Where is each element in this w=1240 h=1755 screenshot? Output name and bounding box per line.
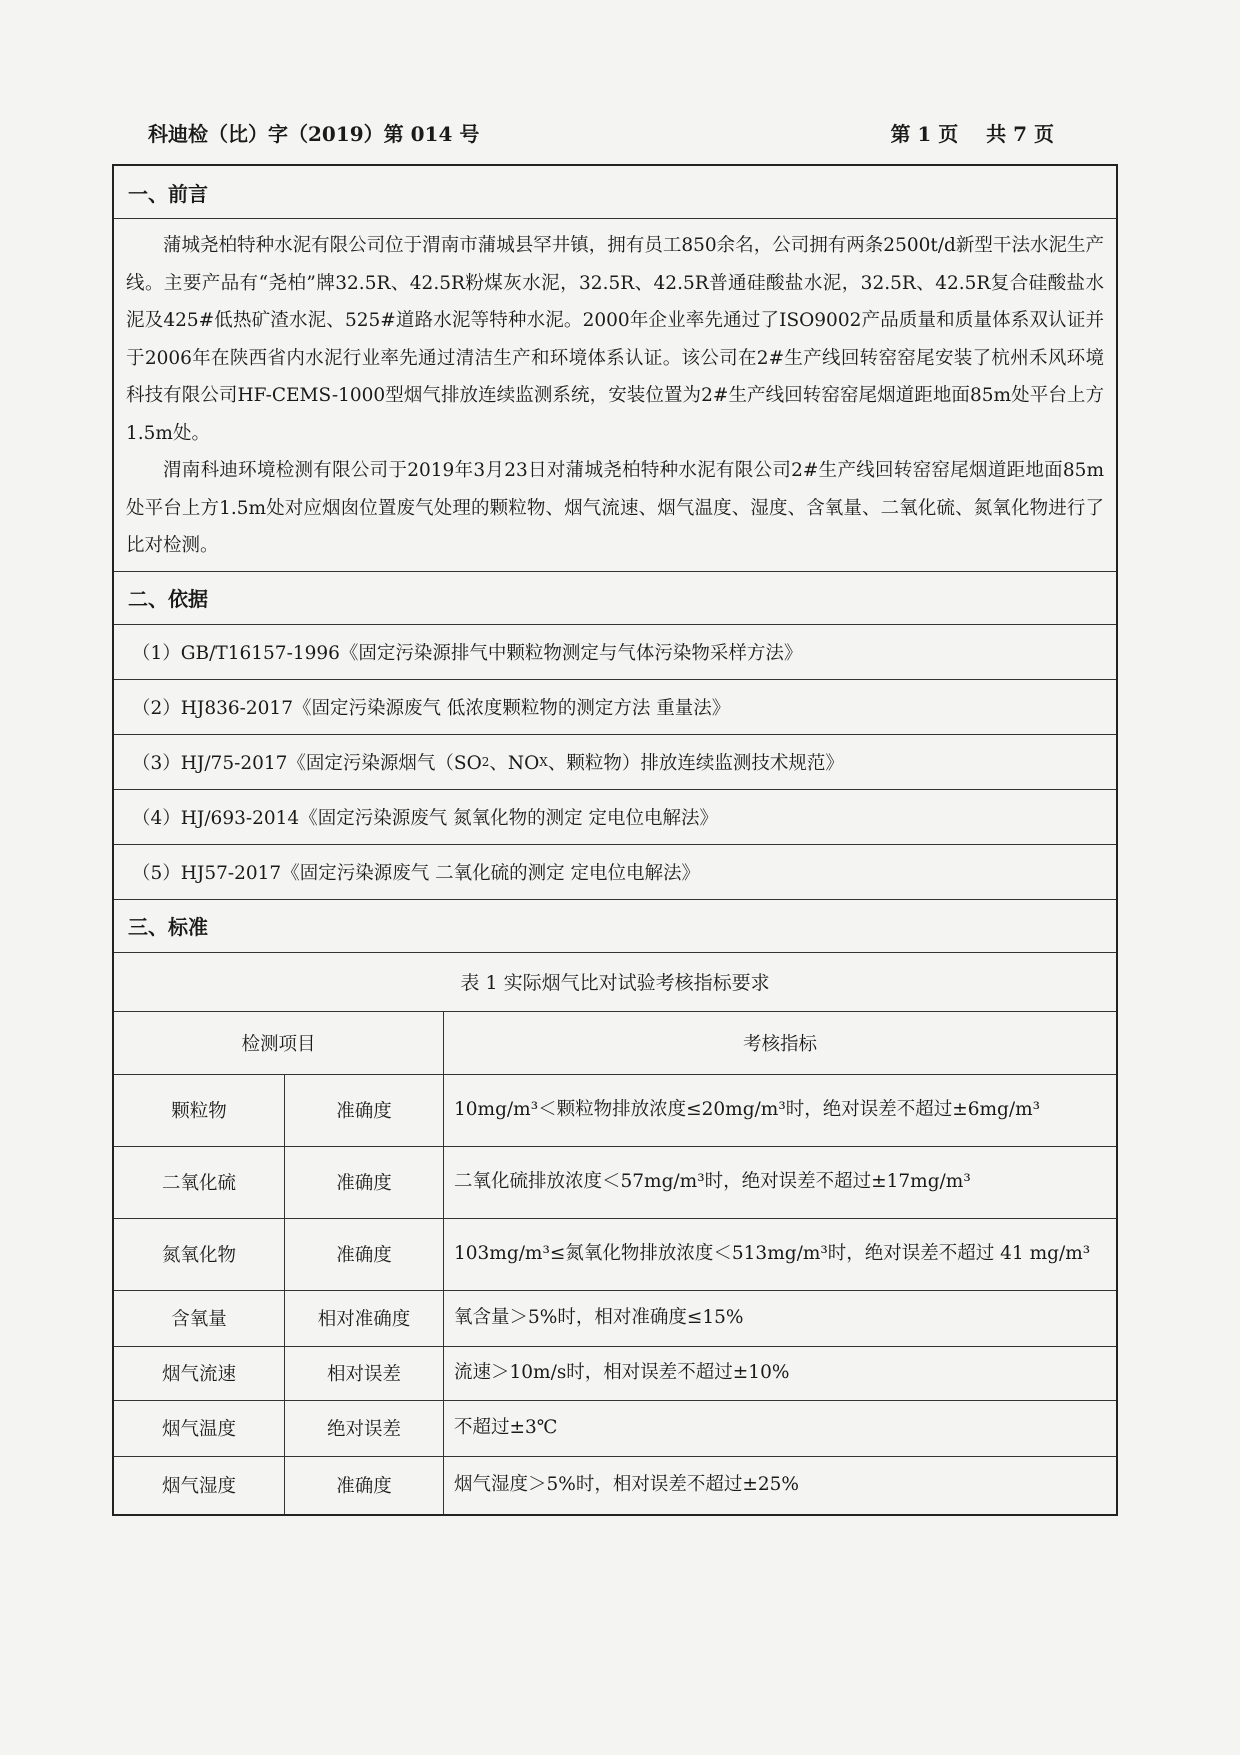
- basis-item-4: （4）HJ/693-2014《固定污染源废气 氮氧化物的测定 定电位电解法》: [114, 790, 1116, 845]
- row-requirement: 流速＞10m/s时，相对误差不超过±10%: [444, 1346, 1117, 1400]
- table-header-row: [114, 1012, 1116, 1075]
- row-metric: 相对准确度: [285, 1290, 444, 1346]
- row-metric: 相对误差: [285, 1346, 444, 1400]
- row-metric: 准确度: [285, 1218, 444, 1290]
- section-basis-title: 二、依据: [114, 572, 1116, 625]
- row-requirement: 氧含量＞5%时，相对准确度≤15%: [444, 1290, 1117, 1346]
- criteria-table: [114, 1012, 1116, 1515]
- row-metric: 准确度: [285, 1074, 444, 1146]
- row-requirement: 烟气湿度＞5%时，相对误差不超过±25%: [444, 1456, 1117, 1514]
- section-standard-title: 三、标准: [114, 900, 1116, 953]
- basis-item-1: （1）GB/T16157-1996《固定污染源排气中颗粒物测定与气体污染物采样方法》: [114, 625, 1116, 680]
- row-item: 烟气流速: [114, 1346, 285, 1400]
- row-requirement: 103mg/m³≤氮氧化物排放浓度＜513mg/m³时，绝对误差不超过 41 mg/m³: [444, 1218, 1117, 1290]
- table-row: [114, 1218, 1116, 1290]
- row-metric: 绝对误差: [285, 1400, 444, 1456]
- so2-subscript: 2: [481, 754, 490, 769]
- report-frame: [112, 164, 1118, 1516]
- row-requirement: 10mg/m³＜颗粒物排放浓度≤20mg/m³时，绝对误差不超过±6mg/m³: [444, 1074, 1117, 1146]
- table-row: [114, 1456, 1116, 1514]
- basis-item-3: [114, 735, 1116, 790]
- row-item: 颗粒物: [114, 1074, 285, 1146]
- doc-number: 科迪检（比）字（2019）第 014 号: [148, 122, 480, 146]
- table-row: [114, 1146, 1116, 1218]
- basis-item-3-prefix: （3）HJ/75-2017《固定污染源烟气（SO: [132, 752, 482, 774]
- table-row: [114, 1290, 1116, 1346]
- section-preface-title: 一、前言: [114, 166, 1116, 219]
- nox-subscript: X: [539, 754, 548, 769]
- table-row: [114, 1400, 1116, 1456]
- basis-item-3-mid: 、NO: [489, 752, 540, 774]
- row-requirement: 二氧化硫排放浓度＜57mg/m³时，绝对误差不超过±17mg/m³: [444, 1146, 1117, 1218]
- table-caption: 表 1 实际烟气比对试验考核指标要求: [114, 953, 1116, 1012]
- row-item: 烟气湿度: [114, 1456, 285, 1514]
- table-row: [114, 1346, 1116, 1400]
- table-row: [114, 1074, 1116, 1146]
- row-item: 二氧化硫: [114, 1146, 285, 1218]
- preface-paragraph-1: 蒲城尧柏特种水泥有限公司位于渭南市蒲城县罕井镇，拥有员工850余名，公司拥有两条2500t/d新型干法水泥生产线。主要产品有“尧柏”牌32.5R、42.5R粉煤灰水泥，32.5R、42.5R普通硅酸盐水泥，32.5R、42.5R复合硅酸盐水泥及425#低热矿渣水泥、525#道路水泥等特种水泥。2000年企业率先通过了ISO9002产品质量和质量体系双认证并于2006年在陕西省内水泥行业率先通过清洁生产和环境体系认证。该公司在2#生产线回转窑窑尾安装了杭州禾风环境科技有限公司HF-CEMS-1000型烟气排放连续监测系统，安装位置为2#生产线回转窑窑尾烟道距地面85m处平台上方1.5m处。: [126, 235, 1104, 444]
- basis-item-3-suffix: 、颗粒物）排放连续监测技术规范》: [547, 752, 844, 774]
- page-info: 第 1 页 共 7 页: [890, 122, 1054, 146]
- basis-item-2: （2）HJ836-2017《固定污染源废气 低浓度颗粒物的测定方法 重量法》: [114, 680, 1116, 735]
- header-requirement: 考核指标: [444, 1012, 1117, 1075]
- header-item: 检测项目: [114, 1012, 444, 1075]
- row-item: 氮氧化物: [114, 1218, 285, 1290]
- row-item: 含氧量: [114, 1290, 285, 1346]
- section-preface-body: [114, 219, 1116, 572]
- row-requirement: 不超过±3℃: [444, 1400, 1117, 1456]
- preface-paragraph-2: 渭南科迪环境检测有限公司于2019年3月23日对蒲城尧柏特种水泥有限公司2#生产线回转窑窑尾烟道距地面85m处平台上方1.5m处对应烟囱位置废气处理的颗粒物、烟气流速、烟气温度、湿度、含氧量、二氧化硫、氮氧化物进行了比对检测。: [126, 460, 1104, 556]
- row-item: 烟气温度: [114, 1400, 285, 1456]
- document-header: [148, 118, 1054, 147]
- row-metric: 准确度: [285, 1456, 444, 1514]
- basis-item-5: （5）HJ57-2017《固定污染源废气 二氧化硫的测定 定电位电解法》: [114, 845, 1116, 900]
- row-metric: 准确度: [285, 1146, 444, 1218]
